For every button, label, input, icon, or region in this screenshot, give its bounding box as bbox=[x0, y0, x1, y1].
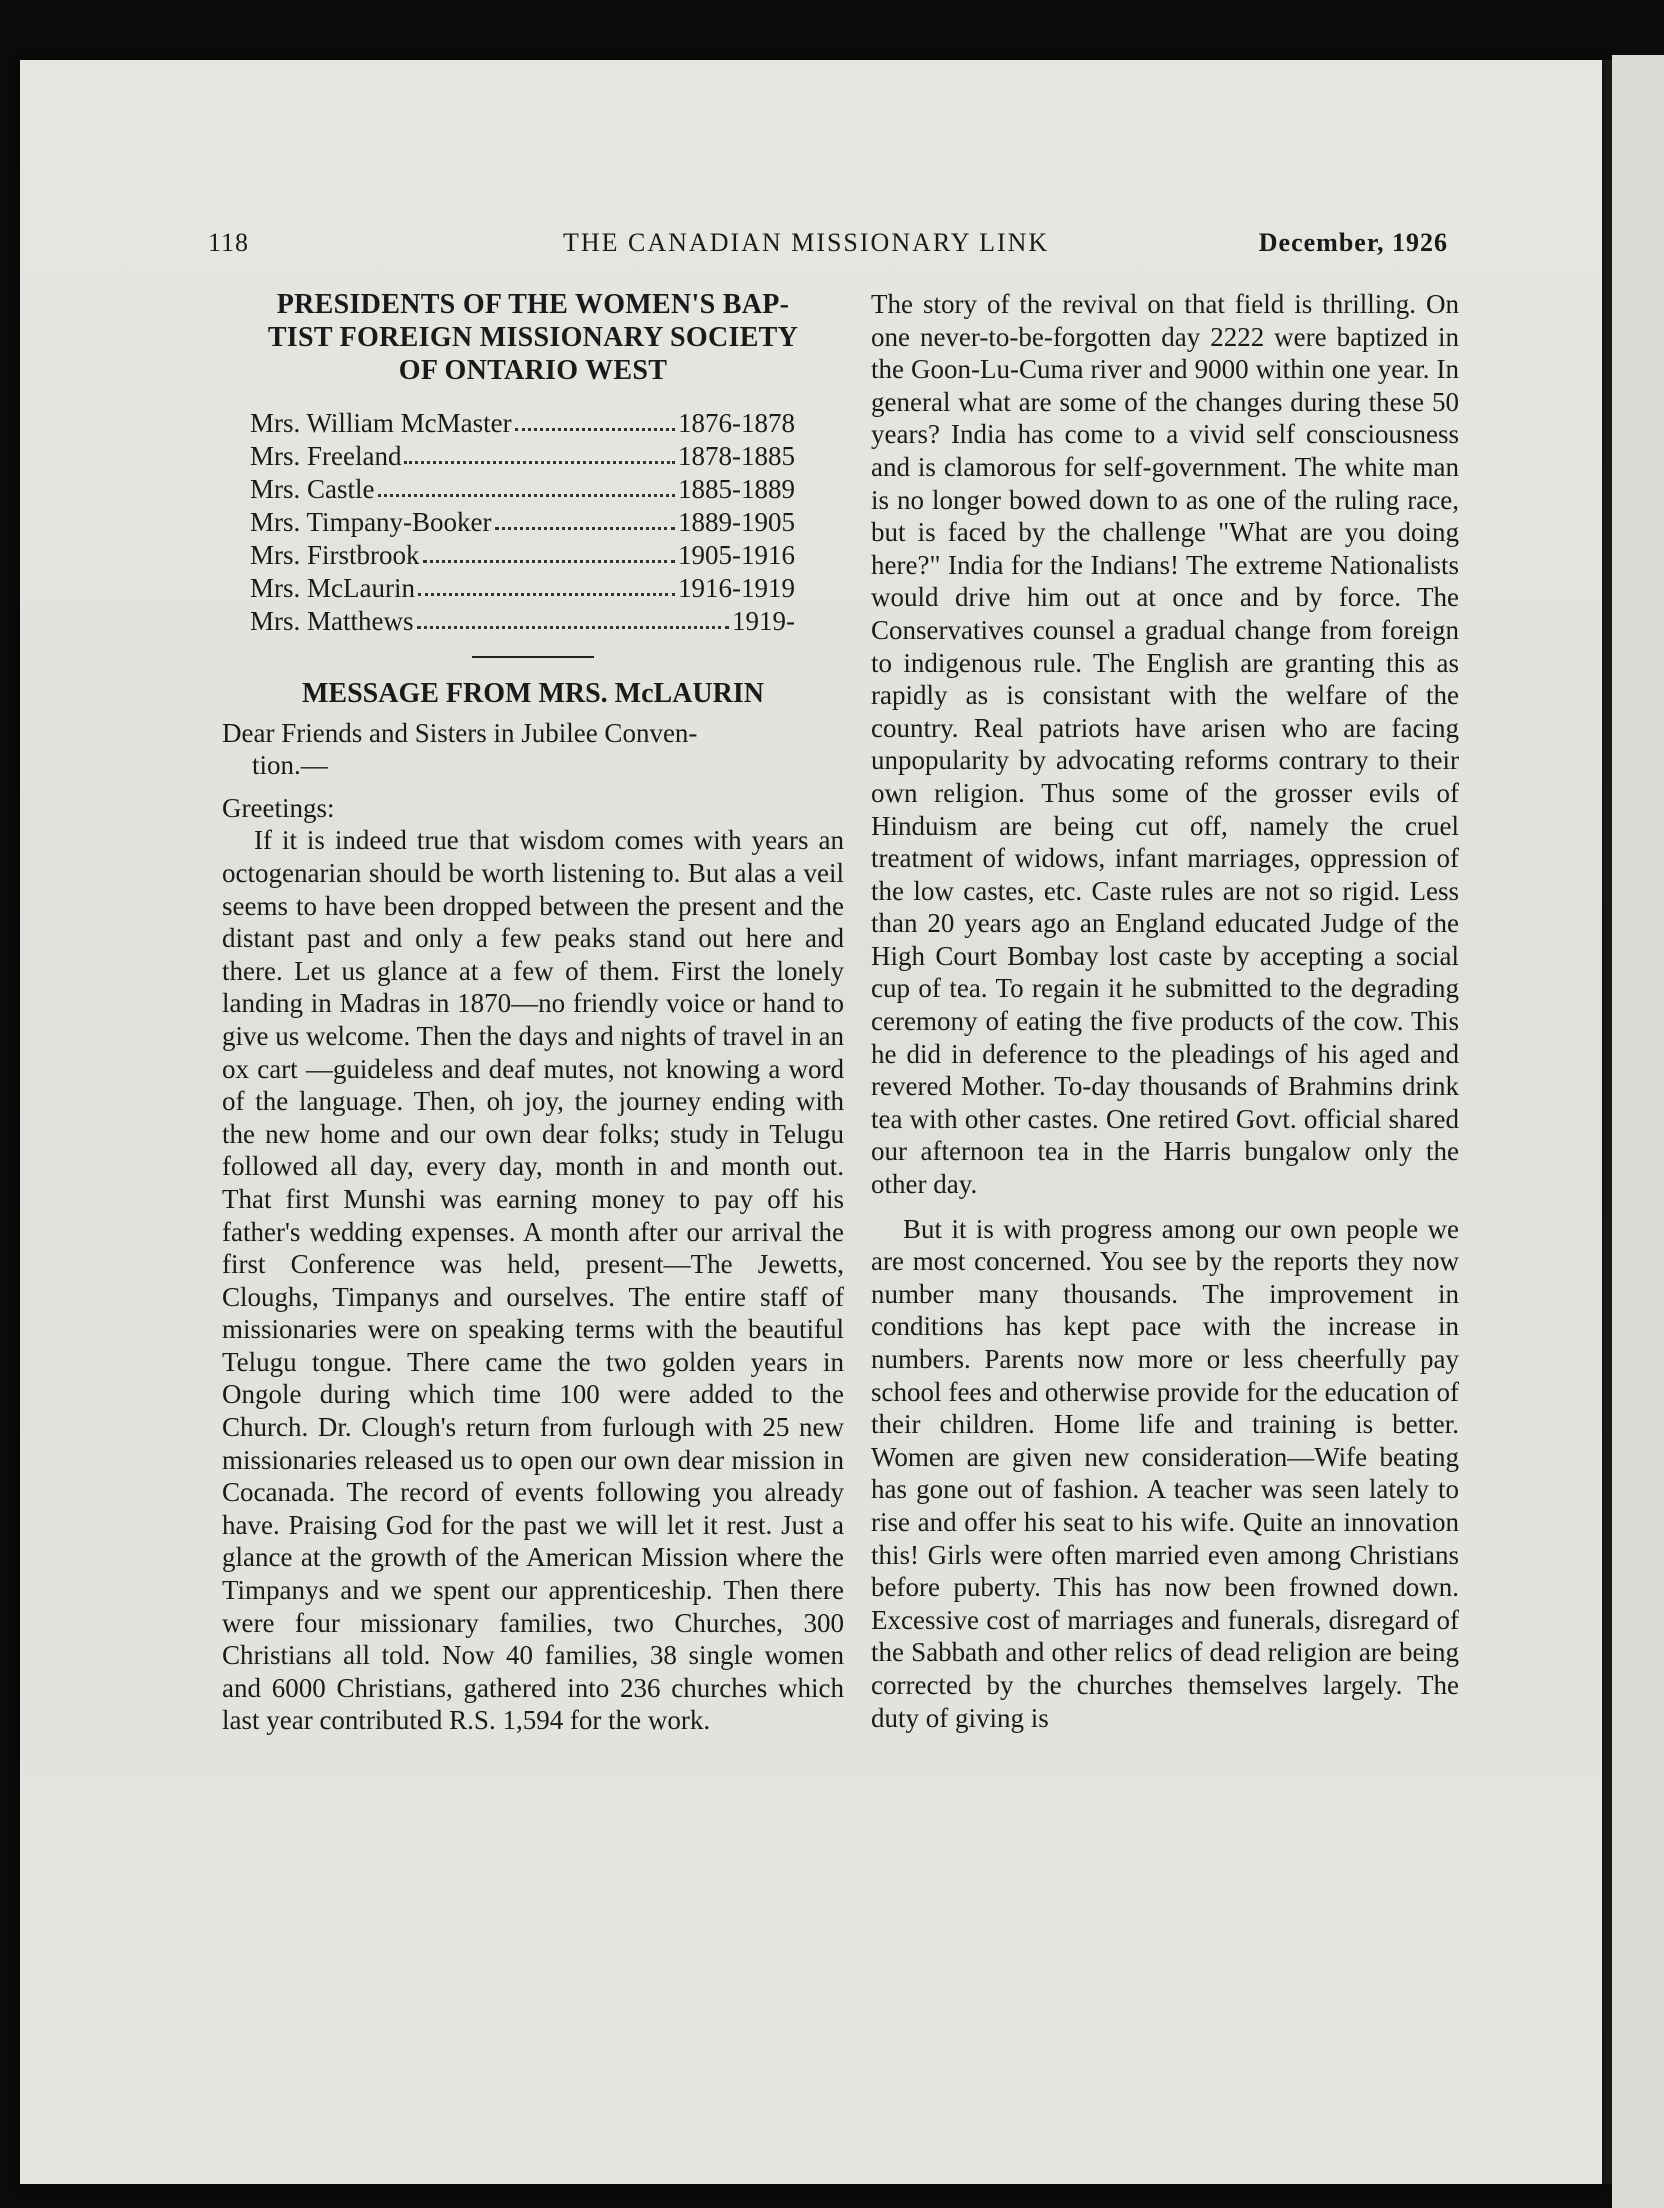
presidents-heading-line1: PRESIDENTS OF THE WOMEN'S BAP- bbox=[276, 289, 790, 320]
left-column bbox=[222, 288, 844, 1737]
right-column bbox=[871, 288, 1459, 1734]
leader-dots bbox=[495, 506, 675, 530]
president-years: 1885-1889 bbox=[678, 474, 795, 504]
president-row bbox=[250, 440, 795, 473]
leader-dots bbox=[404, 440, 675, 464]
president-name: Mrs. Firstbrook bbox=[250, 540, 420, 570]
message-paragraph: If it is indeed true that wisdom comes with years an octogenarian should be worth listening to. But alas a veil seems to have been dropped between the present and the distant past and only a few peaks stand out here and there. Let us glance at a few of them. First the lonely landing in Madras in 1870—no friendly voice or hand to give us welcome. Then the days and nights of travel in an ox cart —guideless and deaf mutes, not knowing a word of the language. Then, oh joy, the journey ending with the new home and our own dear folks; study in Telugu followed all day, every day, month in and month out. That first Munshi was earning money to pay off his father's wedding expenses. A month after our arrival the first Conference was held, present—The Jewetts, Cloughs, Timpanys and ourselves. The entire staff of missionaries were on speaking terms with the beautiful Telugu tongue. There came the two golden years in Ongole during which time 100 were added to the Church. Dr. Clough's return from furlough with 25 new missionaries released us to open our own dear mission in Cocanada. The record of events following you already have. Praising God for the past we will let it rest. Just a glance at the growth of the American Mission where the Timpanys and we spent our apprenticeship. Then there were four missionary families, two Churches, 300 Christians all told. Now 40 families, 38 single women and 6000 Christians, gathered into 236 churches which last year contributed R.S. 1,594 for the work. bbox=[222, 825, 844, 1736]
page-number: 118 bbox=[208, 228, 250, 257]
spine-shadow bbox=[1602, 60, 1612, 2184]
president-row bbox=[250, 605, 795, 638]
leader-dots bbox=[417, 605, 730, 629]
running-header bbox=[208, 228, 1448, 268]
section-divider bbox=[472, 656, 594, 658]
president-years: 1889-1905 bbox=[678, 507, 795, 537]
presidents-heading-line3: OF ONTARIO WEST bbox=[398, 355, 668, 386]
presidents-heading-line2: TIST FOREIGN MISSIONARY SOCIETY bbox=[267, 322, 799, 353]
president-years: 1878-1885 bbox=[678, 441, 795, 471]
president-years: 1905-1916 bbox=[678, 540, 795, 570]
leader-dots bbox=[423, 539, 675, 563]
president-row bbox=[250, 539, 795, 572]
greeting: Greetings: bbox=[222, 792, 335, 823]
president-years: 1919- bbox=[732, 606, 795, 636]
leader-dots bbox=[515, 407, 675, 431]
president-row bbox=[250, 407, 795, 440]
message-paragraph: But it is with progress among our own people we are most concerned. You see by the reports they now number many thousands. The improvement in conditions has kept pace with the increase in numbers. Parents now more or less cheerfully pay school fees and otherwise provide for the education of their children. Home life and training is better. Women are given new consideration—Wife beating has gone out of fashion. A teacher was seen lately to rise and offer his seat to his wife. Quite an innovation this! Girls were often married even among Christians before puberty. This has now been frowned down. Excessive cost of marriages and funerals, disregard of the Sabbath and other relics of dead religion are being corrected by the churches themselves largely. The duty of giving is bbox=[871, 1213, 1459, 1733]
president-years: 1876-1878 bbox=[678, 408, 795, 438]
leader-dots bbox=[378, 473, 676, 497]
salutation-line2: tion.— bbox=[252, 750, 328, 781]
salutation-line1: Dear Friends and Sisters in Jubilee Conven- bbox=[222, 717, 698, 748]
president-name: Mrs. Matthews bbox=[250, 606, 414, 636]
leader-dots bbox=[418, 572, 675, 596]
president-name: Mrs. William McMaster bbox=[250, 408, 512, 438]
publication-title: THE CANADIAN MISSIONARY LINK bbox=[563, 228, 1050, 257]
president-name: Mrs. Freeland bbox=[250, 441, 402, 471]
president-row bbox=[250, 506, 795, 539]
message-heading: MESSAGE FROM MRS. McLAURIN bbox=[302, 678, 764, 709]
message-paragraph: The story of the revival on that field is thrilling. On one never-to-be-forgotten day 2222 were baptized in the Goon-Lu-Cuma river and 9000 within one year. In general what are some of the changes during these 50 years? India has come to a vivid self consciousness and is clamorous for self-government. The white man is no longer bowed down to as one of the ruling race, but is faced by the challenge "What are you doing here?" India for the Indians! The extreme Nationalists would drive him out at once and by force. The Conservatives counsel a gradual change from foreign to indigenous rule. The English are granting this as rapidly as is consistant with the welfare of the country. Real patriots have arisen who are facing unpopularity by advocating reforms contrary to their own religion. Thus some of the grosser evils of Hinduism are being cut off, namely the cruel treatment of widows, infant marriages, oppression of the low castes, etc. Caste rules are not so rigid. Less than 20 years ago an England educated Judge of the High Court Bombay lost caste by accepting a social cup of tea. To regain it he submitted to the degrading ceremony of eating the five products of the cow. This he did in deference to the pleadings of his aged and revered Mother. To-day thousands of Brahmins drink tea with other castes. One retired Govt. official shared our afternoon tea in the Harris bungalow only the other day. bbox=[871, 289, 1459, 1200]
president-row bbox=[250, 572, 795, 605]
presidents-heading bbox=[222, 288, 844, 387]
presidents-list bbox=[250, 407, 844, 638]
president-name: Mrs. Castle bbox=[250, 474, 375, 504]
president-row bbox=[250, 473, 795, 506]
president-name: Mrs. McLaurin bbox=[250, 573, 415, 603]
issue-date: December, 1926 bbox=[1258, 228, 1448, 257]
president-years: 1916-1919 bbox=[678, 573, 795, 603]
president-name: Mrs. Timpany-Booker bbox=[250, 507, 492, 537]
next-page-edge bbox=[1612, 55, 1664, 2208]
